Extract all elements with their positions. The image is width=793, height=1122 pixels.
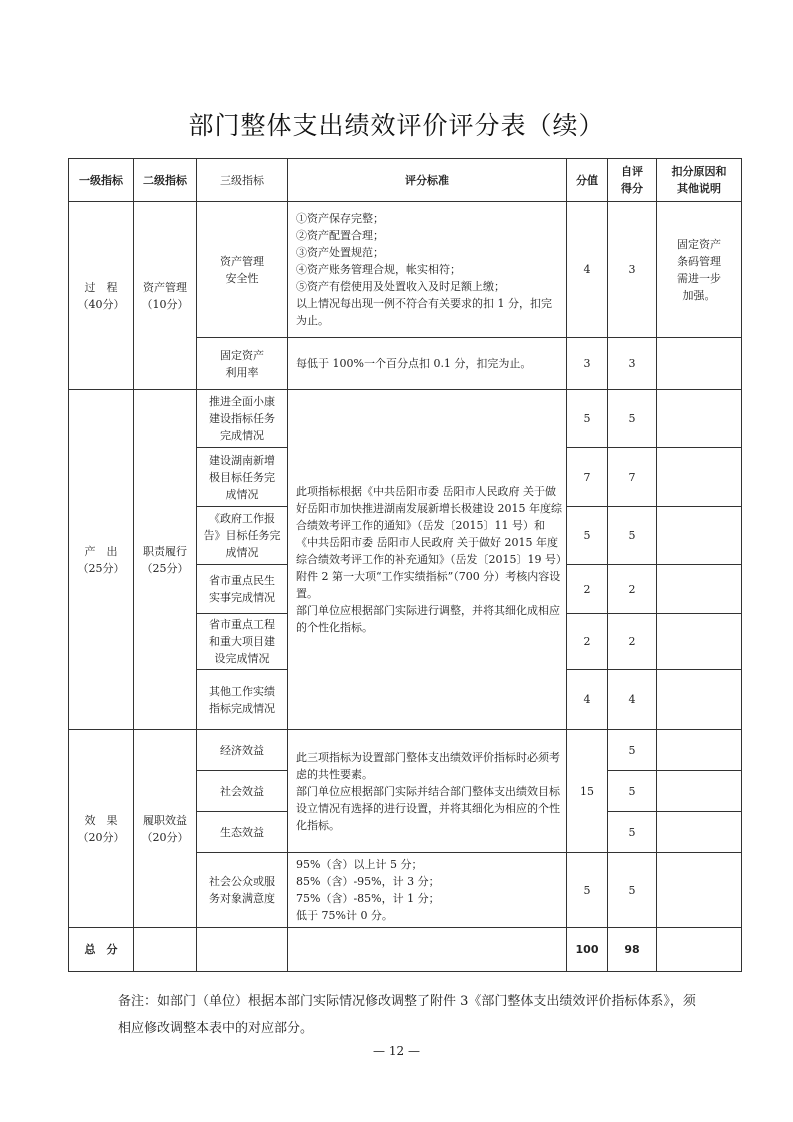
criteria-cell: 此三项指标为设置部门整体支出绩效评价指标时必须考虑的共性要素。 部门单位应根据部门实际并结合部门整体支出绩效目标设立情况有选择的进行设置，并将其细化为相应的个性化指标。 [288, 730, 567, 853]
level3-cell: 经济效益 [197, 730, 288, 771]
level3-cell: 资产管理 安全性 [197, 202, 288, 338]
score-cell: 5 [608, 730, 657, 771]
total-value: 100 [567, 928, 608, 972]
level2-cell: 职责履行 （25分） [134, 390, 197, 730]
criteria-cell: 95%（含）以上计 5 分； 85%（含）-95%，计 3 分； 75%（含）-85%，计 1 分； 低于 75%计 0 分。 [288, 853, 567, 928]
value-cell: 4 [567, 670, 608, 730]
evaluation-table [68, 158, 742, 972]
value-cell: 5 [567, 390, 608, 448]
score-cell: 3 [608, 202, 657, 338]
remark-cell [657, 390, 742, 448]
level3-cell: 《政府工作报 告》目标任务完 成情况 [197, 507, 288, 565]
header-remark: 扣分原因和 其他说明 [657, 159, 742, 202]
header-level2: 二级指标 [134, 159, 197, 202]
header-level3: 三级指标 [197, 159, 288, 202]
level3-cell: 推进全面小康 建设指标任务 完成情况 [197, 390, 288, 448]
total-row [69, 928, 742, 972]
empty-cell [134, 928, 197, 972]
score-cell: 7 [608, 448, 657, 507]
table-row [69, 390, 742, 448]
header-score: 自评 得分 [608, 159, 657, 202]
score-cell: 5 [608, 390, 657, 448]
score-cell: 3 [608, 338, 657, 390]
empty-cell [197, 928, 288, 972]
level3-cell: 建设湖南新增 极目标任务完 成情况 [197, 448, 288, 507]
value-cell: 15 [567, 730, 608, 853]
remark-cell [657, 670, 742, 730]
total-label: 总 分 [69, 928, 134, 972]
score-cell: 5 [608, 853, 657, 928]
level1-cell: 产 出 （25分） [69, 390, 134, 730]
remark-cell [657, 771, 742, 812]
table-row [69, 730, 742, 771]
header-value: 分值 [567, 159, 608, 202]
value-cell: 4 [567, 202, 608, 338]
score-cell: 5 [608, 771, 657, 812]
score-cell: 4 [608, 670, 657, 730]
header-criteria: 评分标准 [288, 159, 567, 202]
remark-cell: 固定资产 条码管理 需进一步 加强。 [657, 202, 742, 338]
value-cell: 7 [567, 448, 608, 507]
header-level1: 一级指标 [69, 159, 134, 202]
empty-cell [657, 928, 742, 972]
remark-cell [657, 730, 742, 771]
level3-cell: 省市重点民生 实事完成情况 [197, 565, 288, 614]
value-cell: 3 [567, 338, 608, 390]
table-row [69, 202, 742, 338]
level3-cell: 省市重点工程 和重大项目建 设完成情况 [197, 614, 288, 670]
total-score: 98 [608, 928, 657, 972]
score-cell: 5 [608, 507, 657, 565]
value-cell: 5 [567, 507, 608, 565]
remark-cell [657, 853, 742, 928]
header-row [69, 159, 742, 202]
empty-cell [288, 928, 567, 972]
score-cell: 2 [608, 614, 657, 670]
level2-cell: 资产管理 （10分） [134, 202, 197, 390]
criteria-cell: ①资产保存完整； ②资产配置合理； ③资产处置规范； ④资产账务管理合规，帐实相符； ⑤资产有偿使用及处置收入及时足额上缴； 以上情况每出现一例不符合有关要求的扣 1 分，扣完为止。 [288, 202, 567, 338]
value-cell: 2 [567, 565, 608, 614]
value-cell: 5 [567, 853, 608, 928]
remark-cell [657, 565, 742, 614]
level3-cell: 其他工作实绩 指标完成情况 [197, 670, 288, 730]
level1-cell: 过 程 （40分） [69, 202, 134, 390]
level1-cell: 效 果 （20分） [69, 730, 134, 928]
remark-cell [657, 507, 742, 565]
level2-cell: 履职效益 （20分） [134, 730, 197, 928]
page-number: — 12 — [373, 1044, 420, 1058]
score-cell: 2 [608, 565, 657, 614]
criteria-cell: 每低于 100%一个百分点扣 0.1 分，扣完为止。 [288, 338, 567, 390]
level3-cell: 社会效益 [197, 771, 288, 812]
remark-cell [657, 338, 742, 390]
value-cell: 2 [567, 614, 608, 670]
level3-cell: 固定资产 利用率 [197, 338, 288, 390]
remark-cell [657, 448, 742, 507]
page-title: 部门整体支出绩效评价评分表（续） [188, 111, 605, 140]
footnote: 备注：如部门（单位）根据本部门实际情况修改调整了附件 3《部门整体支出绩效评价指标体系》，须相应修改调整本表中的对应部分。 [118, 994, 696, 1036]
level3-cell: 社会公众或服 务对象满意度 [197, 853, 288, 928]
remark-cell [657, 614, 742, 670]
level3-cell: 生态效益 [197, 812, 288, 853]
score-cell: 5 [608, 812, 657, 853]
remark-cell [657, 812, 742, 853]
criteria-cell: 此项指标根据《中共岳阳市委 岳阳市人民政府 关于做好岳阳市加快推进湖南发展新增长极建设 2015 年度综合绩效考评工作的通知》（岳发〔2015〕11 号）和《中共岳阳市委 岳阳市人民政府 关于做好 2015 年度综合绩效考评工作的补充通知》（岳发〔2015〕19 号）附件 2 第一大项“工作实绩指标”（700 分）考核内容设置。 部门单位应根据部门实际进行调整，并将其细化成相应的个性化指标。 [288, 390, 567, 730]
